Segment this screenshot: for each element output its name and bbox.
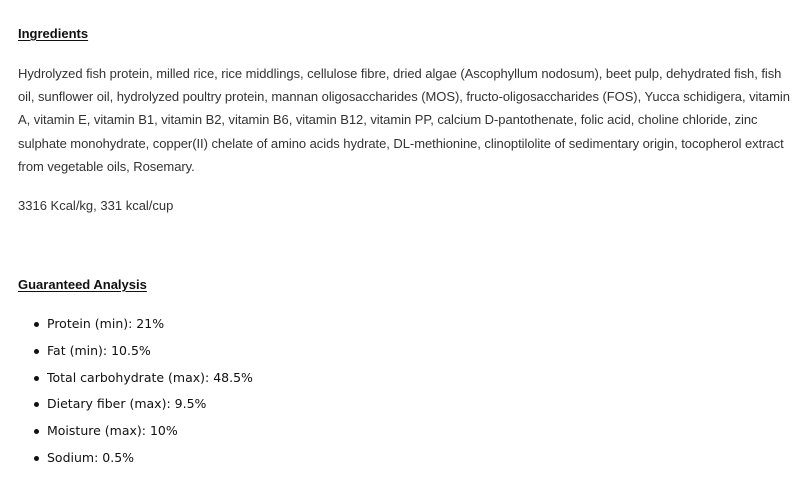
- list-item: [18, 422, 253, 449]
- bullet-icon: [34, 402, 39, 407]
- list-item: [18, 369, 253, 396]
- bullet-icon: [34, 429, 39, 434]
- list-item: [18, 342, 253, 369]
- list-item: [18, 449, 253, 476]
- ingredients-heading: Ingredients: [18, 26, 89, 41]
- calorie-content: 3316 Kcal/kg, 331 kcal/cup: [18, 198, 174, 213]
- ingredients-list-text: Hydrolyzed fish protein, milled rice, rice middlings, cellulose fibre, dried algae (Ascophyllum nodosum), beet pulp, dehydrated fish, fish oil, sunflower oil, hydrolyzed poultry protein, mannan oligosaccharides (MOS), fructo-oligosaccharides (FOS), Yucca schidigera, vitamin A, vitamin E, vitamin B1, vitamin B2, vitamin B6, vitamin B12, vitamin PP, calcium D-pantothenate, folic acid, choline chloride, zinc sulphate monohydrate, copper(II) chelate of amino acids hydrate, DL-methionine, clinoptilolite of sedimentary origin, tocopherol extract from vegetable oils, Rosemary.: [18, 66, 790, 174]
- guaranteed-analysis-heading: Guaranteed Analysis: [18, 277, 147, 292]
- analysis-item-text: Moisture (max): 10%: [47, 423, 178, 439]
- bullet-icon: [34, 349, 39, 354]
- list-item: [18, 395, 253, 422]
- bullet-icon: [34, 376, 39, 381]
- bullet-icon: [34, 322, 39, 327]
- analysis-item-text: Sodium: 0.5%: [47, 449, 135, 465]
- analysis-item-text: Fat (min): 10.5%: [47, 342, 151, 358]
- list-item: [18, 315, 253, 342]
- analysis-item-text: Total carbohydrate (max): 48.5%: [47, 369, 253, 385]
- analysis-item-text: Protein (min): 21%: [47, 316, 165, 331]
- analysis-item-text: Dietary fiber (max): 9.5%: [47, 396, 207, 412]
- guaranteed-analysis-list: [18, 315, 253, 476]
- bullet-icon: [34, 456, 39, 461]
